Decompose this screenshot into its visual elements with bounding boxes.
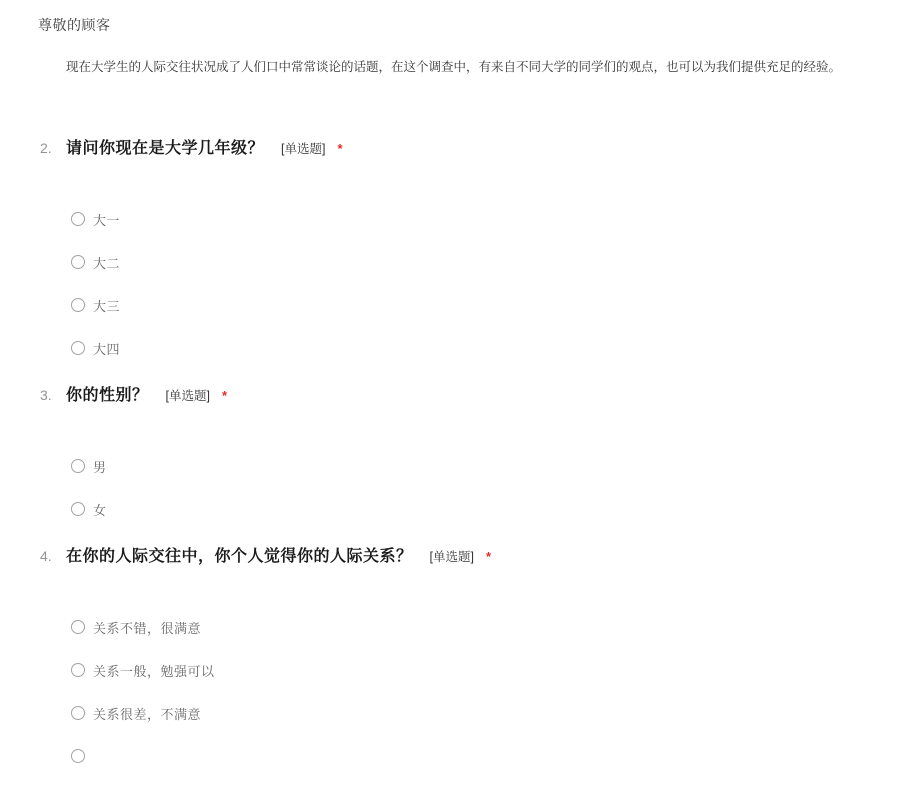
radio-option[interactable]: [71, 458, 900, 474]
question-number: 4.: [40, 548, 52, 564]
radio-icon[interactable]: [71, 620, 85, 634]
survey-greeting: 尊敬的顾客: [38, 17, 111, 33]
radio-icon[interactable]: [71, 298, 85, 312]
survey-intro: 现在大学生的人际交往状况成了人们口中常常谈论的话题，在这个调查中，有来自不同大学的同学们的观点，也可以为我们提供充足的经验。: [66, 60, 842, 74]
radio-icon[interactable]: [71, 459, 85, 473]
radio-icon[interactable]: [71, 749, 85, 763]
option-list: [40, 619, 900, 764]
radio-option[interactable]: [71, 254, 900, 270]
question-block: [40, 387, 900, 517]
radio-icon[interactable]: [71, 502, 85, 516]
option-label: 大一: [93, 212, 121, 228]
question-block: [40, 548, 900, 764]
radio-option[interactable]: [71, 619, 900, 635]
radio-option[interactable]: [71, 211, 900, 227]
radio-option[interactable]: [71, 748, 900, 764]
radio-icon[interactable]: [71, 341, 85, 355]
question-number: 2.: [40, 140, 52, 156]
radio-option[interactable]: [71, 340, 900, 356]
required-asterisk-icon: *: [485, 549, 492, 564]
required-asterisk-icon: *: [221, 388, 228, 403]
question-type-tag: [单选题]: [429, 550, 474, 564]
radio-icon[interactable]: [71, 255, 85, 269]
option-label: 关系不错，很满意: [93, 620, 202, 636]
option-label: 女: [93, 502, 107, 518]
option-list: [40, 458, 900, 517]
radio-option[interactable]: [71, 501, 900, 517]
question-list: [0, 140, 900, 764]
option-label: 大四: [93, 341, 121, 357]
option-list: [40, 211, 900, 356]
question-text: 请问你现在是大学几年级？: [66, 140, 265, 157]
question-title: [40, 548, 900, 565]
radio-option[interactable]: [71, 297, 900, 313]
question-text: 在你的人际交往中，你个人觉得你的人际关系？: [66, 548, 413, 565]
option-label: 关系一般，勉强可以: [93, 663, 215, 679]
option-label: 关系很差，不满意: [93, 706, 202, 722]
radio-icon[interactable]: [71, 212, 85, 226]
radio-icon[interactable]: [71, 706, 85, 720]
question-type-tag: [单选题]: [281, 142, 326, 156]
radio-option[interactable]: [71, 705, 900, 721]
radio-icon[interactable]: [71, 663, 85, 677]
question-block: [40, 140, 900, 356]
option-label: 大二: [93, 255, 121, 271]
question-title: [40, 387, 900, 404]
option-label: 大三: [93, 298, 121, 314]
radio-option[interactable]: [71, 662, 900, 678]
question-text: 你的性别？: [66, 387, 149, 404]
question-number: 3.: [40, 387, 52, 403]
option-label: 男: [93, 459, 107, 475]
required-asterisk-icon: *: [337, 141, 343, 156]
question-type-tag: [单选题]: [165, 389, 210, 403]
question-title: [40, 140, 900, 157]
